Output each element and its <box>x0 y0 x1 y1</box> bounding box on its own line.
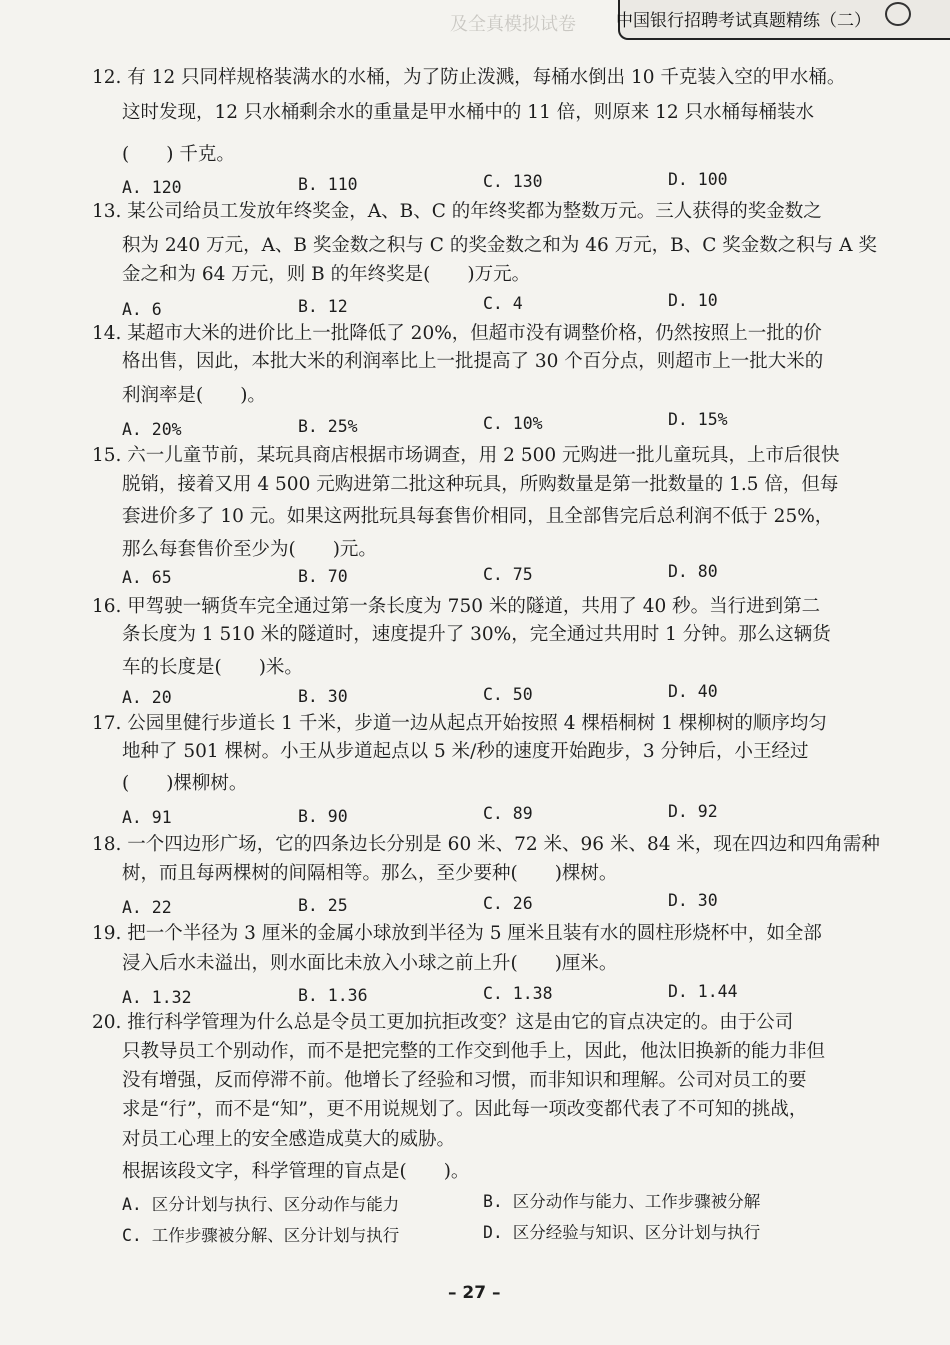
q20-line-2: 只教导员工个别动作，而不是把完整的工作交到他手上，因此，他汰旧换新的能力非但 <box>122 1041 826 1062</box>
q15-line-4: 那么每套售价至少为( )元。 <box>122 539 377 560</box>
book-title: 中国银行招聘考试真题精练（二） <box>616 11 871 31</box>
q20-option-a: A. 区分计划与执行、区分动作与能力 <box>122 1195 400 1214</box>
q14-line-3: 利润率是( )。 <box>122 385 266 406</box>
q19-line-2: 浸入后水未溢出，则水面比未放入小球之前上升( )厘米。 <box>122 953 618 974</box>
q13-line-1: 13. 某公司给员工发放年终奖金，A、B、C 的年终奖都为整数万元。三人获得的奖金数之 <box>92 201 822 222</box>
q17-option-c: C. 89 <box>483 804 533 823</box>
q15-option-a: A. 65 <box>122 568 172 587</box>
q17-option-a: A. 91 <box>122 808 172 827</box>
q19-option-c: C. 1.38 <box>483 984 553 1003</box>
q16-option-a: A. 20 <box>122 688 172 707</box>
q20-line-6: 根据该段文字，科学管理的盲点是( )。 <box>122 1161 470 1182</box>
q20-option-b: B. 区分动作与能力、工作步骤被分解 <box>483 1192 761 1211</box>
q20-line-5: 对员工心理上的安全感造成莫大的威胁。 <box>122 1129 456 1150</box>
q14-option-a: A. 20% <box>122 420 182 439</box>
q13-option-d: D. 10 <box>668 291 718 310</box>
q15-option-d: D. 80 <box>668 562 718 581</box>
q14-line-1: 14. 某超市大米的进价比上一批降低了 20%，但超市没有调整价格，仍然按照上一批的价 <box>92 323 822 344</box>
q14-option-b: B. 25% <box>298 417 358 436</box>
q20-line-1: 20. 推行科学管理为什么总是令员工更加抗拒改变？这是由它的盲点决定的。由于公司 <box>92 1012 794 1033</box>
q18-line-2: 树，而且每两棵树的间隔相等。那么，至少要种( )棵树。 <box>122 863 618 884</box>
q16-line-3: 车的长度是( )米。 <box>122 657 303 678</box>
q15-line-1: 15. 六一儿童节前，某玩具商店根据市场调查，用 2 500 元购进一批儿童玩具，上市后很快 <box>92 445 840 466</box>
q12-line-1: 12. 有 12 只同样规格装满水的水桶，为了防止泼溅，每桶水倒出 10 千克装入空的甲水桶。 <box>92 67 846 88</box>
q13-option-b: B. 12 <box>298 297 348 316</box>
q19-option-d: D. 1.44 <box>668 982 738 1001</box>
q17-line-2: 地种了 501 棵树。小王从步道起点以 5 米/秒的速度开始跑步，3 分钟后，小王经过 <box>122 741 809 762</box>
q16-option-c: C. 50 <box>483 685 533 704</box>
q12-option-a: A. 120 <box>122 178 182 197</box>
q13-option-c: C. 4 <box>483 294 523 313</box>
q18-line-1: 18. 一个四边形广场，它的四条边长分别是 60 米、72 米、96 米、84 米，现在四边和四角需种 <box>92 834 880 855</box>
q16-line-1: 16. 甲驾驶一辆货车完全通过第一条长度为 750 米的隧道，共用了 40 秒。当行进到第二 <box>92 596 821 617</box>
q16-option-b: B. 30 <box>298 687 348 706</box>
q15-option-b: B. 70 <box>298 567 348 586</box>
q13-line-3: 金之和为 64 万元，则 B 的年终奖是( )万元。 <box>122 264 531 285</box>
q17-option-b: B. 90 <box>298 807 348 826</box>
q16-option-d: D. 40 <box>668 682 718 701</box>
bleed-through-header: 及全真模拟试卷 <box>450 14 576 35</box>
q20-option-c: C. 工作步骤被分解、区分计划与执行 <box>122 1226 400 1245</box>
q17-option-d: D. 92 <box>668 802 718 821</box>
q18-option-c: C. 26 <box>483 894 533 913</box>
q13-line-2: 积为 240 万元，A、B 奖金数之积与 C 的奖金数之和为 46 万元，B、C 奖金数之积与 A 奖 <box>122 235 877 256</box>
page-number: – 27 – <box>448 1283 501 1303</box>
q12-line-2: 这时发现，12 只水桶剩余水的重量是甲水桶中的 11 倍，则原来 12 只水桶每桶装水 <box>122 102 815 123</box>
q12-option-b: B. 110 <box>298 175 358 194</box>
q14-line-2: 格出售，因此，本批大米的利润率比上一批提高了 30 个百分点，则超市上一批大米的 <box>122 351 824 372</box>
q20-option-d: D. 区分经验与知识、区分计划与执行 <box>483 1223 761 1242</box>
q20-line-4: 求是“行”，而不是“知”，更不用说规划了。因此每一项改变都代表了不可知的挑战， <box>122 1099 808 1120</box>
q18-option-d: D. 30 <box>668 891 718 910</box>
q16-line-2: 条长度为 1 510 米的隧道时，速度提升了 30%，完全通过共用时 1 分钟。那么这辆货 <box>122 624 831 645</box>
q17-line-3: ( )棵柳树。 <box>122 773 248 794</box>
q15-line-2: 脱销，接着又用 4 500 元购进第二批这种玩具，所购数量是第一批数量的 1.5 倍，但每 <box>122 474 839 495</box>
q15-line-3: 套进价多了 10 元。如果这两批玩具每套售价相同，且全部售完后总利润不低于 25%， <box>122 506 834 527</box>
q14-option-d: D. 15% <box>668 410 728 429</box>
q19-option-b: B. 1.36 <box>298 986 368 1005</box>
header-ornament-icon <box>885 2 911 26</box>
q12-option-d: D. 100 <box>668 170 728 189</box>
q17-line-1: 17. 公园里健行步道长 1 千米，步道一边从起点开始按照 4 棵梧桐树 1 棵柳树的顺序均匀 <box>92 713 827 734</box>
q15-option-c: C. 75 <box>483 565 533 584</box>
q19-option-a: A. 1.32 <box>122 988 192 1007</box>
q20-line-3: 没有增强，反而停滞不前。他增长了经验和习惯，而非知识和理解。公司对员工的要 <box>122 1070 807 1091</box>
q12-line-3: ( ) 千克。 <box>122 144 235 165</box>
q18-option-b: B. 25 <box>298 896 348 915</box>
q12-option-c: C. 130 <box>483 172 543 191</box>
q13-option-a: A. 6 <box>122 300 162 319</box>
q19-line-1: 19. 把一个半径为 3 厘米的金属小球放到半径为 5 厘米且装有水的圆柱形烧杯中，如全部 <box>92 923 822 944</box>
q18-option-a: A. 22 <box>122 898 172 917</box>
q14-option-c: C. 10% <box>483 414 543 433</box>
